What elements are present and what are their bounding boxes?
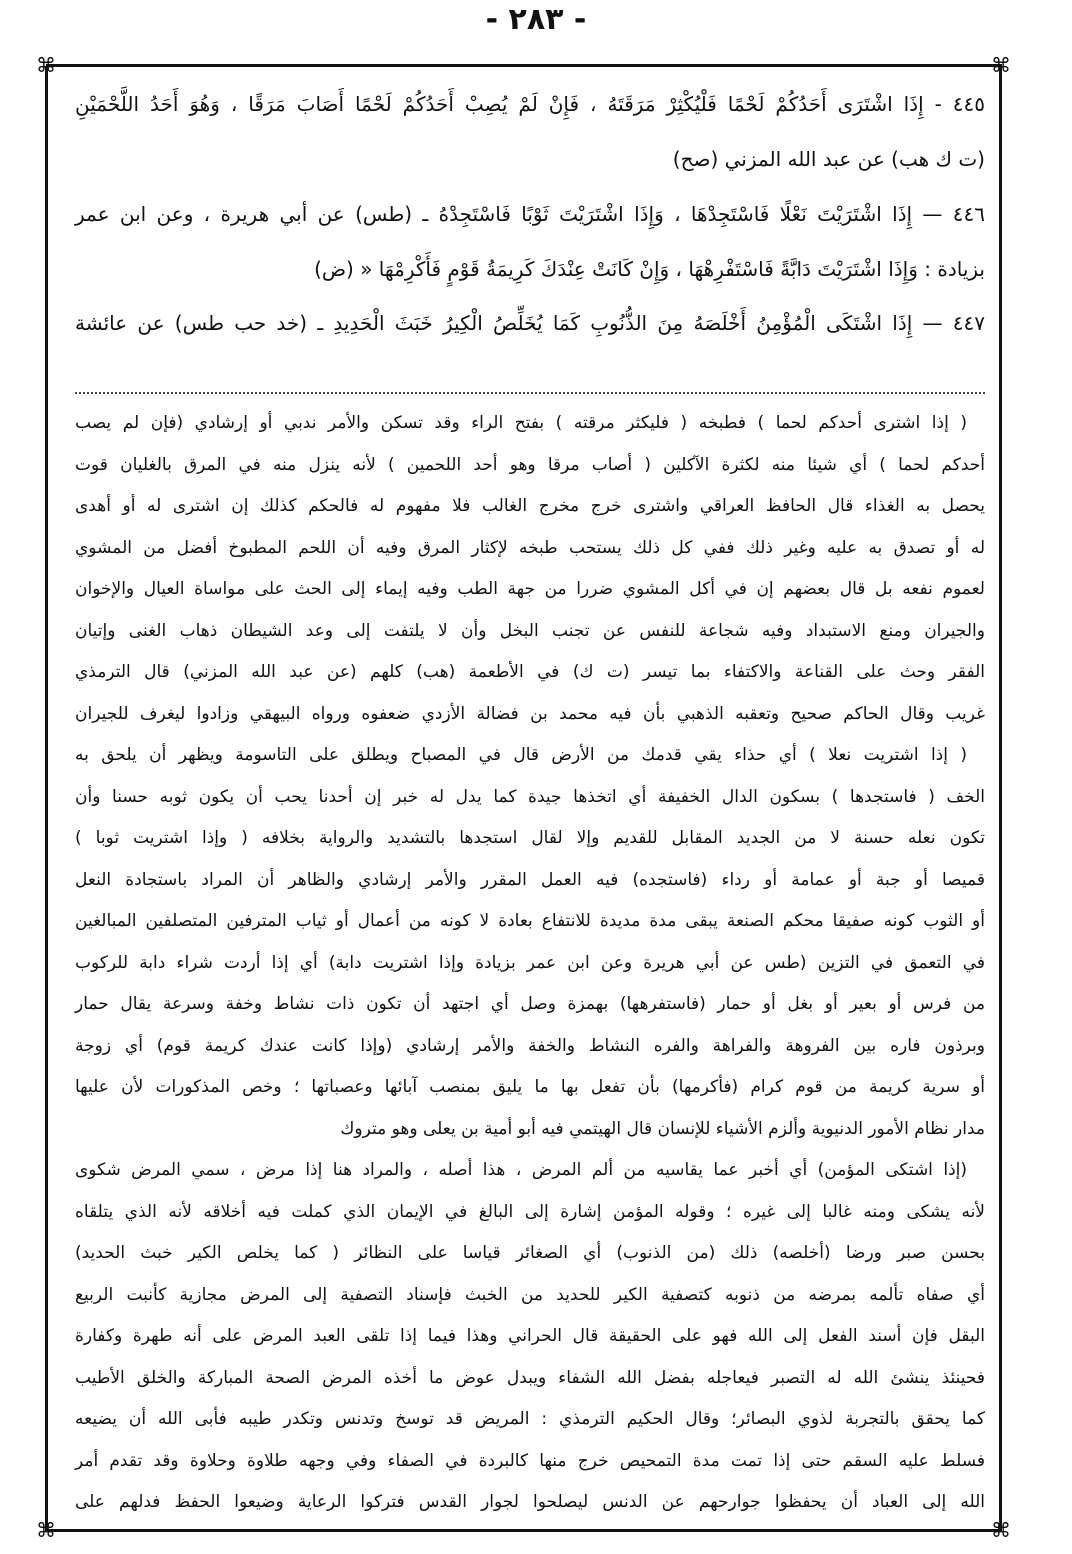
commentary-line: وبرذون فاره بين الفروهة والفراهة والفره النشاط والخفة والأمر إرشادي (وإذا كانت عندك كريمة قوم) أي زوجة — [75, 1035, 985, 1056]
commentary-line: الله إلى العباد أن يحفظوا جوارحهم عن الدنس ليصلحوا لجوار القدس فتركوا الرعاية وضيعوا الحفظ فدلهم على — [75, 1492, 985, 1512]
corner-ornament-icon: ⌘ — [36, 1518, 56, 1542]
commentary-line: ( إذا اشترى أحدكم لحما ) فطبخه ( فليكثر مرقته ) بفتح الراء وقد تسكن والأمر ندبي أو إرشادي (فإن لم يصب — [75, 413, 967, 433]
commentary-line: الخف ( فاستجدها ) بسكون الدال الخفيفة أي اتخذها جيدة كما يدل له خبر إن أحدنا يحب أن يكون ثوبه حسنا وأن — [75, 786, 985, 807]
commentary-line: (إذا اشتكى المؤمن) أي أخبر عما يقاسيه من ألم المرض ، هذا أصله ، والمراد هنا إذا مرض ، سمي المرض شكوى — [75, 1160, 967, 1180]
commentary-line: والجيران ومنع الاستبداد وفيه شجاعة للنفس عن تجنب البخل وأن لا يلتفت إلى وعد الشيطان ذهاب الغنى وإتيان — [75, 620, 985, 641]
hadith-line: بزيادة : وَإِذَا اشْتَرَيْتَ دَابَّةً فَاسْتَفْرِهْهَا ، وَإِنْ كَانَتْ عِنْدَكَ كَرِيمَةُ قَوْمٍ فَأَكْرِمْهَا « (ض) — [314, 257, 985, 281]
commentary-line: مدار نظام الأمور الدنيوية وألزم الأشياء للإنسان قال الهيتمي فيه أبو أمية بن يعلى وهو متروك — [340, 1118, 985, 1139]
frame-right-rule — [999, 66, 1002, 1531]
commentary-line: فسلط عليه السقم حتى إذا تمت مدة التمحيص خرج منها كالبردة في الصفاء وفي وجهه طلاوة وحلاوة وقد تقدم أمر — [75, 1450, 985, 1471]
commentary-line: غريب وقال الحاكم صحيح وتعقبه الذهبي بأن فيه محمد بن فضالة الأزدي ضعفوه ورواه البيهقي وزادوا ليغرف للجيران — [75, 703, 985, 724]
hadith-line: ٤٤٦ — إِذَا اشْتَرَيْتَ نَعْلًا فَاسْتَجِدْهَا ، وَإِذَا اشْتَرَيْتَ ثَوْبًا فَاسْتَجِدْهُ ـ (طس) عن أبي هريرة ، وعن ابن عمر — [75, 202, 985, 226]
commentary-line: يحصل به الغذاء قال الحافظ العراقي واشترى خرج مخرج الغالب فلا مفهوم له فالحكم كذلك إن اشترى له أو أهدى — [75, 496, 985, 516]
commentary-line: أي صفاه تألمه بمرضه من ذنوبه كتصفية الكير للحديد من الخبث فإسناد التصفية إلى المرض مجازية كأنبت الربيع — [75, 1284, 985, 1305]
commentary-line: أو سرية كريمة من قوم كرام (فأكرمها) بأن تفعل بها ما يليق بمنصب آبائها وعصباتها ؛ وخص المذكورات لأن عليها — [75, 1077, 985, 1097]
commentary-line: فحينئذ ينشئ الله له التصبر فيعاجله بفضل الله الشفاء ويبدل عوض ما أخذه المرض الصحة المباركة والخلق الأطيب — [75, 1367, 985, 1388]
corner-ornament-icon: ⌘ — [991, 53, 1011, 77]
section-divider — [75, 392, 985, 394]
commentary-line: من فرس أو بعير أو بغل أو حمار (فاستفرهها) بهمزة وصل أي اجتهد أن تكون ذات نشاط وخفة وسرعة يقال حمار — [75, 994, 985, 1014]
commentary-line: بحسن صبر ورضا (أخلصه) ذلك (من الذنوب) أي الصغائر قياسا على النظائر ( كما يخلص الكير خبث الحديد) — [75, 1243, 985, 1263]
frame-top-rule — [46, 64, 1002, 67]
commentary-line: أحدكم لحما ) أي شيئا منه لكثرة الآكلين ( أصاب مرقا وهو أحد اللحمين ) لأنه ينزل منه في المرق بالغليان قوت — [75, 454, 985, 475]
commentary-line: له أو تصدق به عليه وغير ذلك ففي كل ذلك يستحب طبخه لإكثار المرق وفيه أن اللحم المطبوخ أفضل من المشوي — [75, 537, 985, 558]
commentary-line: في التعمق في التزين (طس عن أبي هريرة وعن ابن عمر بزيادة وإذا اشتريت دابة) أي إذا أردت شراء دابة للركوب — [75, 952, 985, 973]
frame-bottom-rule — [46, 1529, 1002, 1532]
commentary-line: ( إذا اشتريت نعلا ) أي حذاء يقي قدمك من الأرض قال في المصباح ويطلق على التاسومة ويظهر أن يلحق به — [75, 745, 967, 765]
commentary-line: الفقر وحث على القناعة والاكتفاء بما تيسر (ت ك) في الأطعمة (هب) كلهم (عن عبد الله المزني) قال الترمذي — [75, 662, 985, 682]
commentary-line: تكون نعله حسنة لا من الجديد المقابل للقديم وإلا لقال استجدها بالتشديد والرواية بخلافه ( وإذا اشتريت ثوبا ) — [75, 828, 985, 848]
hadith-line: ٤٤٥ - إِذَا اشْتَرَى أَحَدُكُمْ لَحْمًا فَلْيُكْثِرْ مَرَقَتَهُ ، فَإِنْ لَمْ يُصِبْ أَحَدُكُمْ لَحْمًا أَصَابَ مَرَقًا ، وَهُوَ أَحَدُ اللَّحْمَيْنِ — [75, 92, 985, 116]
commentary-line: قميصا أو جبة أو عمامة أو رداء (فاستجده) فيه العمل المقرر والأمر إرشادي والظاهر أن المراد باستجادة النعل — [75, 869, 985, 890]
commentary-line: كما يحقق بالتجربة لذوي البصائر؛ وقال الحكيم الترمذي : المريض قد توسخ وتدنس وتكدر طيبه فأبى الله أن يضيعه — [75, 1409, 985, 1429]
hadith-line: ٤٤٧ — إِذَا اشْتَكَى الْمُؤْمِنُ أَخْلَصَهُ مِنَ الذُّنُوبِ كَمَا يُخَلِّصُ الْكِيرُ خَبَثَ الْحَدِيدِ ـ (خد حب طس) عن عائشة — [75, 311, 985, 335]
frame-left-rule — [45, 66, 48, 1531]
commentary-line: البقل فإن أسند الفعل إلى الله فهو على الحقيقة قال الحراني وهذا فيما إذا تلقى العبد المرض على أنه طهرة وكفارة — [75, 1326, 985, 1346]
commentary-line: لأنه يشكى ومنه غالبا إلى غيره ؛ وقوله المؤمن إشارة إلى البالغ في الإيمان الذي كملت فيه أخلاقه لأنه الذي يتلقاه — [75, 1201, 985, 1222]
commentary-line: لعموم نفعه بل قال بعضهم إن في أكل المشوي ضررا من جهة الطب وفيه إيماء إلى الحث على مواساة العيال والإخوان — [75, 579, 985, 599]
commentary-line: أو الثوب كونه صفيقا محكم الصنعة يبقى مدة مديدة للانتفاع بعادة لا كونه من أعمال أو ثياب المترفين المتصلفين المبالغين — [75, 911, 985, 931]
hadith-line: (ت ك هب) عن عبد الله المزني (صح) — [672, 147, 985, 171]
corner-ornament-icon: ⌘ — [991, 1518, 1011, 1542]
corner-ornament-icon: ⌘ — [36, 53, 56, 77]
page-number: - ٢٨٣ - — [485, 2, 587, 37]
